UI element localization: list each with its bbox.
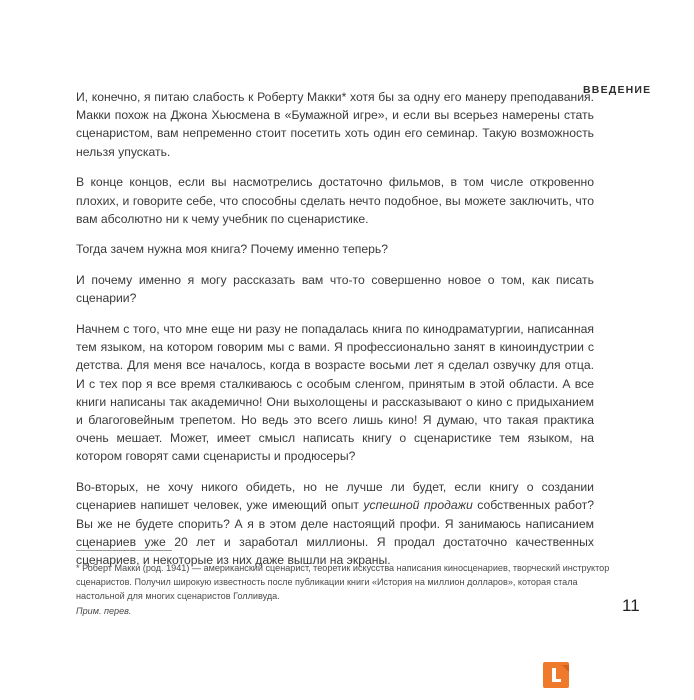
section-header: ВВЕДЕНИЕ — [583, 84, 652, 96]
paragraph — [76, 173, 594, 228]
paragraph — [76, 478, 594, 569]
paragraph-text: собственных работ? Вы же не будете спорить? А я в этом деле настоящий профи. Я занимаюсь написанием сценариев уже 20 лет и заработал миллионы. Я продал достаточно качественных сценариев, и некоторые из них даже вышли на экраны. — [76, 498, 594, 567]
footnote-divider — [76, 550, 172, 551]
main-text — [76, 88, 594, 582]
paragraph — [76, 320, 594, 466]
paragraph-text: Тогда зачем нужна моя книга? Почему именно теперь? — [76, 242, 389, 257]
paragraph-text: Во-вторых, не хочу никого обидеть, но не лучше ли будет, если книгу о создании сценариев напишет человек, уже имеющий опыт — [76, 480, 594, 513]
italic-text: успешной продажи — [363, 498, 473, 513]
litres-logo-icon — [543, 662, 569, 688]
paragraph-text: И, конечно, я питаю слабость к Роберту Макки* хотя бы за одну его манеру преподавания. Макки похож на Джона Хьюсмена в «Бумажной игре», и если вы всерьез намерены стать сценаристом, вам непременно стоит посетить хоть один его семинар. Такую возможность нельзя упускать. — [76, 90, 594, 159]
footnote — [76, 561, 616, 618]
paragraph — [76, 240, 594, 258]
paragraph — [76, 88, 594, 161]
paragraph-text: Начнем с того, что мне еще ни разу не попадалась книга по кинодраматургии, написанная тем языком, на котором говорим мы с вами. Я профессионально занят в киноиндустрии с детства. Для меня все началось, когда в возрасте восьми лет я сделал озвучку для отца. И с тех пор я все время сталкиваюсь с особым сленгом, принятым в этой области. А все книги написаны так академично! Они выхолощены и рассказывают о кино с придыханием и благоговейным трепетом. Но ведь это всего лишь кино! Я думаю, что такая практика очень мешает. Может, имеет смысл написать книгу о сценаристике тем языком, на котором говорят сами сценаристы и продюсеры? — [76, 322, 594, 464]
paragraph-text: В конце концов, если вы насмотрелись достаточно фильмов, в том числе откровенно плохих, и говорите себе, что способны сделать нечто подобное, вы можете заключить, что вам абсолютно ни к чему учебник по сценаристике. — [76, 175, 594, 226]
paragraph-text: И почему именно я могу рассказать вам что-то совершенно новое о том, как писать сценарии? — [76, 273, 594, 306]
paragraph — [76, 271, 594, 307]
footnote-text: * Роберт Макки (род. 1941) — американский сценарист, теоретик искусства написания киносценариев, творческий инструктор сценаристов. Получил широкую известность после публикации книги «История на миллион долларов», которая стала настольной для многих сценаристов Голливуда. — [76, 563, 610, 602]
footnote-note: Прим. перев. — [76, 605, 132, 616]
page-number: 11 — [622, 596, 640, 615]
